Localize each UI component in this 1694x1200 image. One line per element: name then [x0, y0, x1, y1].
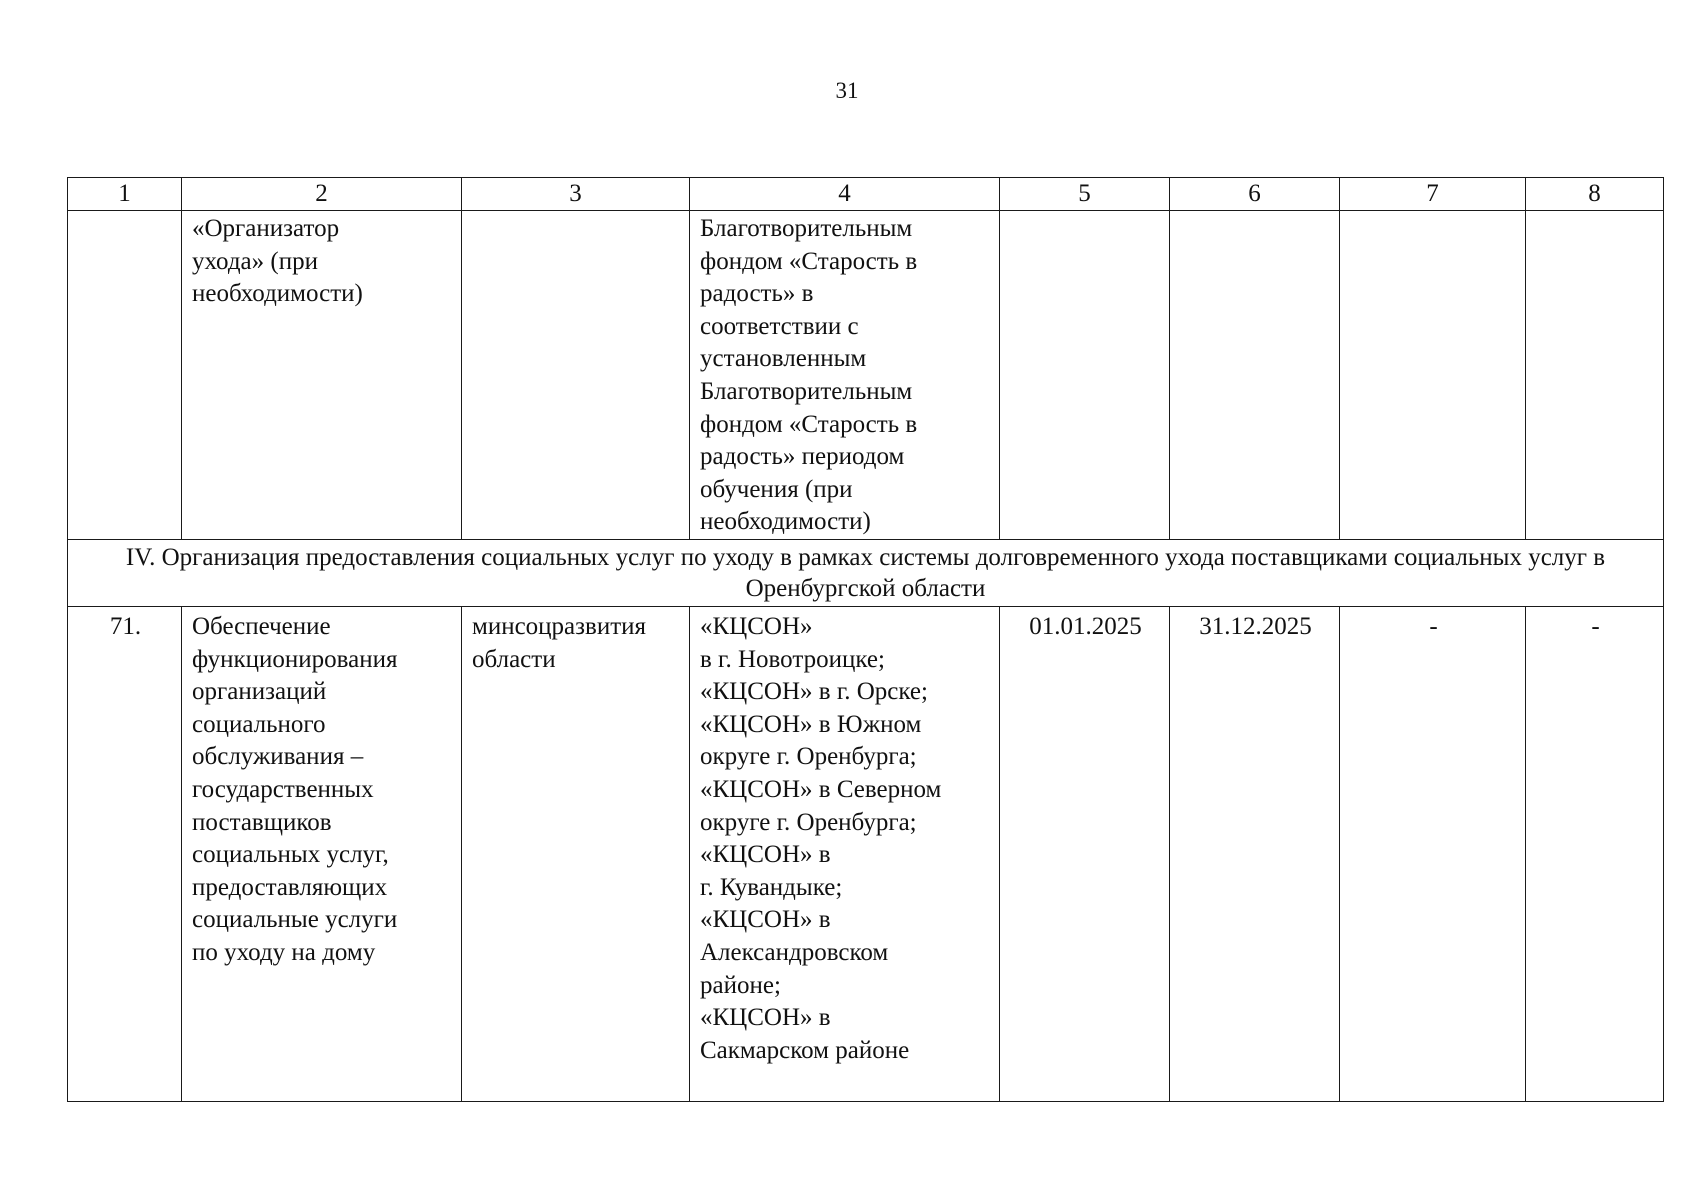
text-line: необходимости)	[192, 280, 363, 308]
cell-empty	[1526, 211, 1664, 540]
text-line: округе г. Оренбурга;	[700, 743, 917, 771]
text-line: г. Кувандыке;	[700, 873, 843, 901]
text-line: государственных	[192, 775, 374, 803]
text-line: «КЦСОН» в Северном	[700, 775, 942, 803]
text-line: районе;	[700, 971, 781, 999]
cell-empty	[1000, 211, 1170, 540]
continuation-measure-cell	[182, 211, 462, 540]
text-line: «КЦСОН» в	[700, 1004, 831, 1032]
text-line: социального	[192, 710, 326, 738]
text-line: Сакмарском районе	[700, 1036, 910, 1064]
column-number: 8	[1526, 178, 1664, 211]
text-line: фондом «Старость в	[700, 410, 918, 438]
text-line: предоставляющих	[192, 873, 388, 901]
text-line: «КЦСОН»	[700, 613, 813, 640]
column-8-value: -	[1526, 607, 1664, 1102]
text-line: соответствии с	[700, 312, 859, 340]
end-date: 31.12.2025	[1170, 607, 1340, 1102]
cell-empty	[1340, 211, 1526, 540]
table-row	[68, 607, 1664, 1102]
text-line: «КЦСОН» в г. Орске;	[700, 678, 928, 706]
text-line: радость» периодом	[700, 443, 905, 471]
plan-table	[67, 177, 1664, 1102]
text-line: «Организатор	[192, 215, 340, 242]
column-number: 4	[690, 178, 1000, 211]
text-line: Обеспечение	[192, 613, 331, 640]
section-title: IV. Организация предоставления социальных услуг по уходу в рамках системы долговременного ухода поставщиками социальных услуг в Оренбургской области	[68, 540, 1664, 607]
continuation-row	[68, 211, 1664, 540]
text-line: функционирования	[192, 645, 398, 673]
text-line: «КЦСОН» в Южном	[700, 710, 922, 738]
text-line: ухода» (при	[192, 247, 318, 275]
text-line: области	[472, 645, 556, 673]
column-number: 7	[1340, 178, 1526, 211]
text-line: в г. Новотроицке;	[700, 645, 885, 673]
page-number: 31	[835, 78, 859, 103]
column-number: 2	[182, 178, 462, 211]
text-line: Благотворительным	[700, 215, 913, 242]
text-line: организаций	[192, 678, 327, 706]
column-number: 1	[68, 178, 182, 211]
start-date: 01.01.2025	[1000, 607, 1170, 1102]
text-line: обслуживания –	[192, 743, 364, 771]
text-line: фондом «Старость в	[700, 247, 918, 275]
text-line: обучения (при	[700, 475, 853, 503]
continuation-executors-cell	[690, 211, 1000, 540]
text-line: установленным	[700, 345, 867, 373]
text-line: необходимости)	[700, 508, 871, 536]
executors-cell	[690, 607, 1000, 1102]
column-number: 6	[1170, 178, 1340, 211]
cell-empty	[68, 211, 182, 540]
column-number-row	[68, 178, 1664, 211]
cell-empty	[1170, 211, 1340, 540]
cell-empty	[462, 211, 690, 540]
row-number: 71.	[68, 607, 182, 1102]
text-line: поставщиков	[192, 808, 332, 836]
text-line: Александровском	[700, 938, 889, 966]
text-line: Благотворительным	[700, 377, 913, 405]
section-row	[68, 540, 1664, 607]
text-line: радость» в	[700, 280, 814, 308]
text-line: «КЦСОН» в	[700, 841, 831, 869]
text-line: округе г. Оренбурга;	[700, 808, 917, 836]
text-line: социальных услуг,	[192, 841, 389, 869]
text-line: социальные услуги	[192, 906, 398, 934]
text-line: «КЦСОН» в	[700, 906, 831, 934]
column-number: 3	[462, 178, 690, 211]
measure-cell	[182, 607, 462, 1102]
column-7-value: -	[1340, 607, 1526, 1102]
text-line: минсоцразвития	[472, 613, 647, 640]
column-number: 5	[1000, 178, 1170, 211]
text-line: по уходу на дому	[192, 938, 376, 966]
responsible-cell	[462, 607, 690, 1102]
